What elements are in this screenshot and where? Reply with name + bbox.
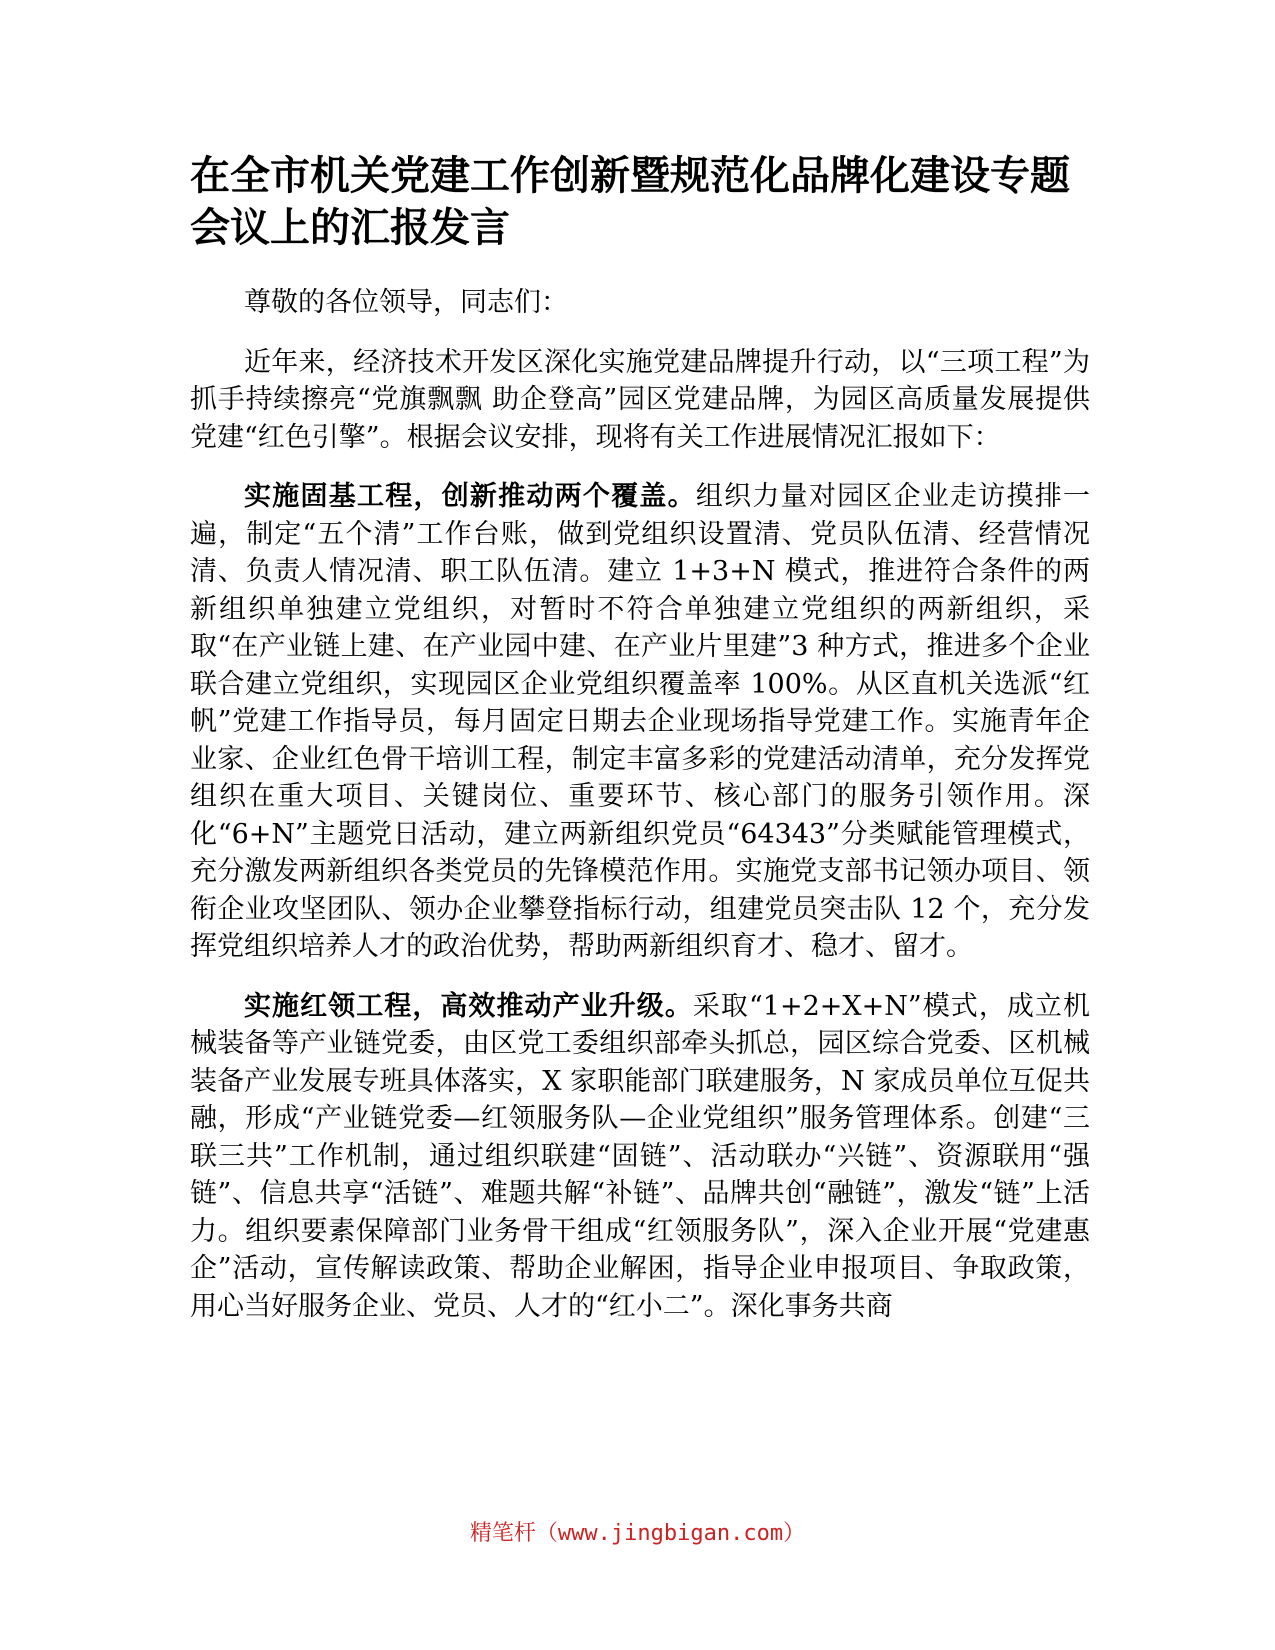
- section-1-heading: 实施固基工程，创新推动两个覆盖。: [244, 481, 696, 512]
- document-title: 在全市机关党建工作创新暨规范化品牌化建设专题会议上的汇报发言: [190, 153, 1070, 251]
- section-1-paragraph: [190, 478, 1090, 966]
- section-2-heading: 实施红领工程，高效推动产业升级。: [244, 990, 693, 1022]
- section-2-paragraph: [190, 988, 1090, 1326]
- document-body: [190, 150, 1090, 1347]
- section-2-body: 采取“1+2+X+N”模式，成立机械装备等产业链党委，由区党工委组织部牵头抓总，园区综合党委、区机械装备产业发展专班具体落实，X 家职能部门联建服务，N 家成员单位互促共融，形成“产业链党委—红领服务队—企业党组织”服务管理体系。创建“三联三共”工作机制，通过组织联建“固链”、活动联办“兴链”、资源联用“强链”、信息共享“活链”、难题共解“补链”、品牌共创“融链”，激发“链”上活力。组织要素保障部门业务骨干组成“红领服务队”，深入企业开展“党建惠企”活动，宣传解读政策、帮助企业解困，指导企业申报项目、争取政策，用心当好服务企业、党员、人才的“红小二”。深化事务共商: [190, 990, 1090, 1322]
- intro-paragraph: 近年来，经济技术开发区深化实施党建品牌提升行动，以“三项工程”为抓手持续擦亮“党旗飘飘 助企登高”园区党建品牌，为园区高质量发展提供党建“红色引擎”。根据会议安排，现将有关工作进展情况汇报如下：: [190, 346, 1090, 453]
- greeting-paragraph: 尊敬的各位领导，同志们：: [244, 287, 568, 318]
- section-1-body: 组织力量对园区企业走访摸排一遍，制定“五个清”工作台账，做到党组织设置清、党员队伍清、经营情况清、负责人情况清、职工队伍清。建立 1+3+N 模式，推进符合条件的两新组织单独建立党组织，对暂时不符合单独建立党组织的两新组织，采取“在产业链上建、在产业园中建、在产业片里建”3 种方式，推进多个企业联合建立党组织，实现园区企业党组织覆盖率 100%。从区直机关选派“红帆”党建工作指导员，每月固定日期去企业现场指导党建工作。实施青年企业家、企业红色骨干培训工程，制定丰富多彩的党建活动清单，充分发挥党组织在重大项目、关键岗位、重要环节、核心部门的服务引领作用。深化“6+N”主题党日活动，建立两新组织党员“64343”分类赋能管理模式，充分激发两新组织各类党员的先锋模范作用。实施党支部书记领办项目、领衔企业攻坚团队、领办企业攀登指标行动，组建党员突击队 12 个，充分发挥党组织培养人才的政治优势，帮助两新组织育才、稳才、留才。: [190, 481, 1091, 962]
- footer-watermark: 精笔杆（www.jingbigan.com）: [469, 1521, 806, 1546]
